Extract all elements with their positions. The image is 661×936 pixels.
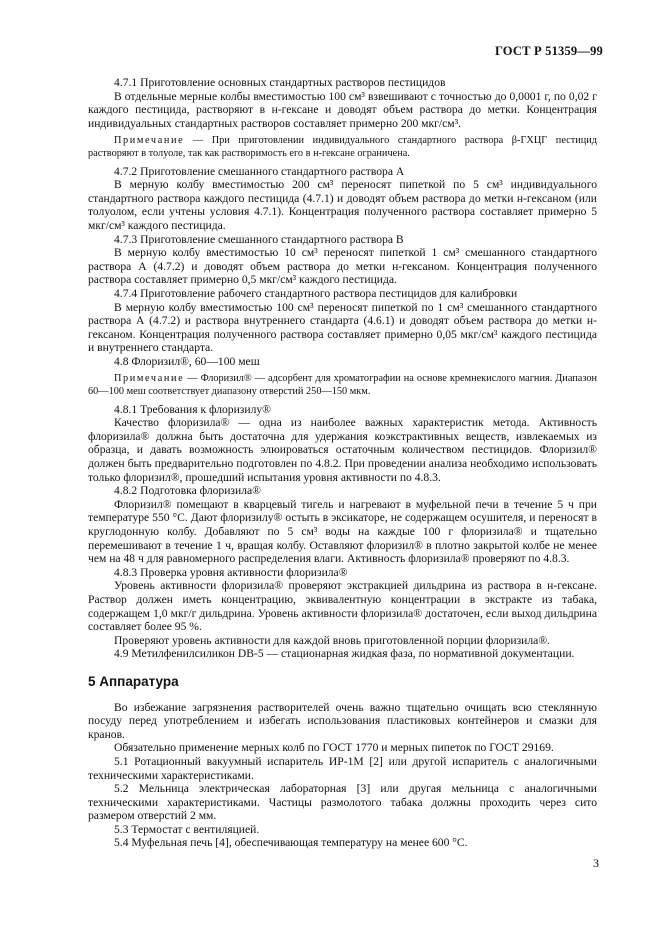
paragraph: Флоризил® помещают в кварцевый тигель и нагревают в муфельной печи в течение 5 ч при температуре 550 °С. Дают флоризилу® остыть в эксикаторе, не содержащем осушителя, и переносят в круглодонную колбу. Добавляют по 5 см³ воды на каждые 100 г флоризила® и тщательно перемешивают в течение 1 ч, вращая колбу. Оставляют флоризил® в плотно закрытой колбе не менее чем на 48 ч для равномерного распределения влаги. Активность флоризила® проверяют по 4.8.3. <box>88 497 597 566</box>
page-number: 3 <box>593 856 599 870</box>
paragraph: Качество флоризила® — одна из наиболее важных характеристик метода. Активность флоризила® должна быть достаточна для удержания коэкстрактивных веществ, извлекаемых из образца, и давать возможность элюироваться остаточным количеством пестицидов. Флоризил® должен быть предварительно подготовлен по 4.8.2. При проведении анализа необходимо использовать только флоризил®, прошедший испытания уровня активности по 4.8.3. <box>88 416 597 484</box>
clause-5-3: 5.3 Термостат с вентиляцией. <box>114 822 260 836</box>
clause-4-8-2-title: 4.8.2 Подготовка флоризила® <box>114 484 261 498</box>
clause-4-7-3-title: 4.7.3 Приготовление смешанного стандартного раствора В <box>114 232 404 246</box>
paragraph: В мерную колбу вместимостью 200 см³ переносят пипеткой по 5 см³ индивидуального стандартного раствора каждого пестицида (4.7.1) и доводят объем раствора до метки н-гексаном (или толуолом, если учтены условия 4.7.1). Концентрация полученного раствора составляет примерно 5 мкг/см³ каждого пестицида. <box>88 178 597 232</box>
paragraph: В мерную колбу вместимостью 10 см³ переносят пипеткой 1 см³ смешанного стандартного раствора А (4.7.2) и доводят объем раствора до метки н-гексаном. Концентрация полученного раствора составляет примерно 0,5 мкг/см³ каждого пестицида. <box>88 246 597 287</box>
clause-4-7-2-title: 4.7.2 Приготовление смешанного стандартного раствора А <box>114 164 405 178</box>
clause-4-9: 4.9 Метилфенилсиликон DB-5 — стационарная жидкая фаза, по нормативной документации. <box>114 647 575 661</box>
clause-4-7-4-title: 4.7.4 Приготовление рабочего стандартного раствора пестицидов для калибровки <box>114 286 518 300</box>
note-text: — Флоризил® — адсорбент для хроматографии на основе кремнекислого магния. Диапазон 60—100 меш соответствует диапазону отверстий 250—150 мкм. <box>88 373 597 398</box>
note <box>88 135 597 160</box>
clause-4-8-1-title: 4.8.1 Требования к флоризилу® <box>114 402 271 416</box>
clause-4-8-title: 4.8 Флоризил®, 60—100 меш <box>114 354 260 368</box>
note-label: Примечание <box>114 373 185 385</box>
note-text: — При приготовлении индивидуального стандартного раствора β-ГХЦГ пестицид растворяют в толуоле, так как растворимость его в н-гексане ограничена. <box>88 135 597 159</box>
clause-5-1: 5.1 Ротационный вакуумный испаритель ИР-1М [2] или другой испаритель с аналогичными техническими характеристиками. <box>88 754 597 782</box>
paragraph: Обязательно применение мерных колб по ГОСТ 1770 и мерных пипеток по ГОСТ 29169. <box>114 741 554 755</box>
paragraph: Проверяют уровень активности для каждой вновь приготовленной порции флоризила®. <box>114 633 551 647</box>
clause-5-2: 5.2 Мельница электрическая лабораторная [3] или другая мельница с аналогичными техническими характеристиками. Частицы размолотого табака должны проходить через сито размером отверстий 2 мм. <box>88 782 597 823</box>
document-code: ГОСТ Р 51359—99 <box>494 44 603 58</box>
note-label: Примечание <box>114 135 185 147</box>
paragraph: В мерную колбу вместимостью 100 см³ переносят пипеткой по 1 см³ смешанного стандартного раствора А (4.7.2) и раствора внутреннего стандарта (4.6.1) и доводят объем раствора до метки н-гексаном. Концентрация полученного раствора составляет примерно 0,05 мкг/см³ каждого пестицида и внутреннего стандарта. <box>88 300 597 355</box>
paragraph: Во избежание загрязнения растворителей очень важно тщательно очищать всю стеклянную посуду перед употреблением и избегать использования пластиковых контейнеров и смазки для кранов. <box>88 700 597 741</box>
paragraph: В отдельные мерные колбы вместимостью 100 см³ взвешивают с точностью до 0,0001 г, по 0,02 г каждого пестицида, растворяют в н-гексане и доводят объем раствора до метки. Концентрация индивидуальных стандартных растворов составляет примерно 200 мкг/см³. <box>88 89 597 130</box>
clause-5-4: 5.4 Муфельная печь [4], обеспечивающая температуру на менее 600 °С. <box>114 836 468 850</box>
paragraph: Уровень активности флоризила® проверяют экстракцией дильдрина из раствора в н-гексане. Раствор должен иметь концентрацию, эквивалентную концентрации в экстракте из табака, содержащем 1,0 мкг/г дильдрина. Уровень активности флоризила® достаточен, если выход дильдрина составляет более 95 %. <box>88 579 597 634</box>
clause-4-7-1-title: 4.7.1 Приготовление основных стандартных растворов пестицидов <box>114 76 446 89</box>
clause-4-8-3-title: 4.8.3 Проверка уровня активности флоризила® <box>114 565 348 579</box>
section-5-heading: 5 Аппаратура <box>88 673 179 689</box>
note <box>88 373 597 398</box>
document-body <box>88 76 597 850</box>
